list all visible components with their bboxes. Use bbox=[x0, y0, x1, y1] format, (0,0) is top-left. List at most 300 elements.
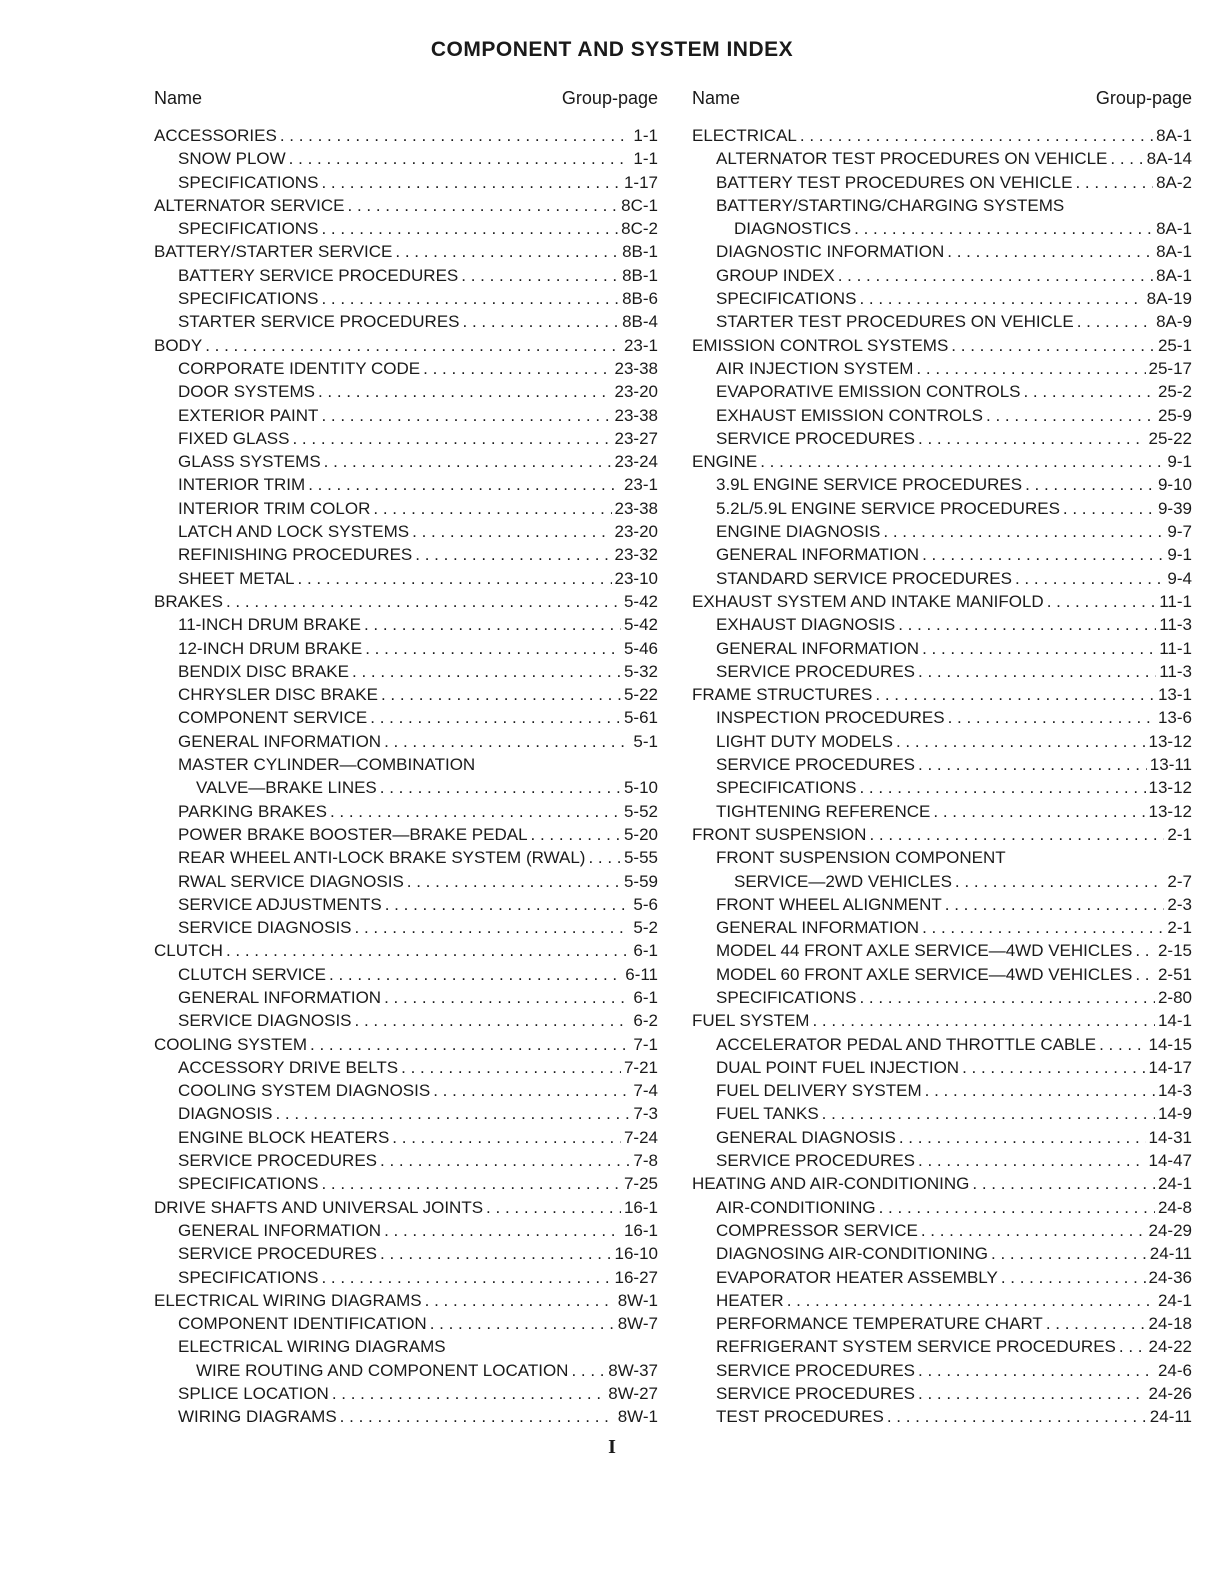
index-entry bbox=[154, 1056, 658, 1079]
index-entry-page: 7-1 bbox=[633, 1034, 658, 1054]
index-entry-name: SERVICE DIAGNOSIS bbox=[178, 1011, 352, 1031]
dot-leader bbox=[1135, 963, 1155, 986]
index-entry bbox=[692, 520, 1192, 543]
index-entry bbox=[692, 1009, 1192, 1032]
index-entry-page: 8A-1 bbox=[1156, 219, 1192, 239]
index-entry-page: 9-10 bbox=[1157, 475, 1192, 495]
dot-leader bbox=[324, 450, 612, 473]
dot-leader bbox=[947, 240, 1153, 263]
index-entry-name: 5.2L/5.9L ENGINE SERVICE PROCEDURES bbox=[716, 498, 1060, 518]
index-entry bbox=[154, 357, 658, 380]
index-entry bbox=[154, 380, 658, 403]
index-entry-name: SERVICE PROCEDURES bbox=[716, 1360, 916, 1380]
header-name-label: Name bbox=[154, 88, 203, 108]
index-entry-name: BATTERY/STARTING/CHARGING SYSTEMS bbox=[716, 195, 1065, 215]
index-entry bbox=[154, 1219, 658, 1242]
dot-leader bbox=[380, 1242, 612, 1265]
index-entry-page: 23-38 bbox=[614, 498, 658, 518]
index-entry-name: COMPRESSOR SERVICE bbox=[716, 1220, 918, 1240]
dot-leader bbox=[380, 776, 621, 799]
index-entry bbox=[692, 613, 1192, 636]
index-entry bbox=[692, 497, 1192, 520]
index-entry bbox=[154, 1009, 658, 1032]
index-entry bbox=[692, 1405, 1192, 1428]
index-entry-name: SERVICE DIAGNOSIS bbox=[178, 918, 352, 938]
dot-leader bbox=[384, 1219, 621, 1242]
dot-leader bbox=[280, 124, 631, 147]
index-entry bbox=[154, 660, 658, 683]
dot-leader bbox=[486, 1196, 621, 1219]
index-entry-name: ELECTRICAL WIRING DIAGRAMS bbox=[154, 1290, 422, 1310]
index-entry bbox=[692, 1289, 1192, 1312]
index-entry-page: 14-15 bbox=[1148, 1034, 1192, 1054]
index-entry bbox=[154, 264, 658, 287]
index-entry-page: 5-61 bbox=[623, 708, 658, 728]
dot-leader bbox=[896, 730, 1146, 753]
index-entry bbox=[692, 380, 1192, 403]
index-entry-name: FUEL DELIVERY SYSTEM bbox=[716, 1081, 922, 1101]
dot-leader bbox=[1119, 1335, 1146, 1358]
index-entry-page: 13-12 bbox=[1148, 801, 1192, 821]
index-entry bbox=[692, 310, 1192, 333]
dot-leader bbox=[289, 147, 631, 170]
dot-leader bbox=[800, 124, 1153, 147]
index-entry bbox=[692, 1242, 1192, 1265]
index-entry-page: 13-6 bbox=[1157, 708, 1192, 728]
index-entry-name: EMISSION CONTROL SYSTEMS bbox=[692, 335, 949, 355]
index-entry-page: 9-39 bbox=[1157, 498, 1192, 518]
index-entry-name: COOLING SYSTEM DIAGNOSIS bbox=[178, 1081, 431, 1101]
index-entry bbox=[154, 753, 658, 776]
index-entry-page: 5-42 bbox=[623, 615, 658, 635]
index-entry-page: 11-1 bbox=[1159, 638, 1192, 658]
index-entry-name: GENERAL INFORMATION bbox=[716, 918, 920, 938]
dot-leader bbox=[948, 706, 1155, 729]
index-entry-name: ALTERNATOR TEST PROCEDURES ON VEHICLE bbox=[716, 149, 1108, 169]
dot-leader bbox=[205, 334, 621, 357]
index-entry-page: 14-3 bbox=[1157, 1081, 1192, 1101]
index-entry-page: 11-1 bbox=[1159, 591, 1192, 611]
index-entry bbox=[154, 1405, 658, 1428]
index-entry-page: 5-6 bbox=[633, 894, 658, 914]
index-entry bbox=[692, 543, 1192, 566]
index-entry-name: POWER BRAKE BOOSTER—BRAKE PEDAL bbox=[178, 824, 528, 844]
column-header bbox=[154, 86, 658, 116]
index-entry-page: 8A-14 bbox=[1146, 149, 1192, 169]
dot-leader bbox=[226, 939, 630, 962]
index-entry bbox=[154, 520, 658, 543]
index-entry bbox=[692, 1172, 1192, 1195]
index-entry-page: 24-22 bbox=[1148, 1337, 1192, 1357]
index-entry-page: 5-22 bbox=[623, 685, 658, 705]
index-entry-name: FRONT SUSPENSION COMPONENT bbox=[716, 848, 1006, 868]
index-list-left bbox=[154, 124, 658, 1429]
index-entry-page: 14-31 bbox=[1148, 1127, 1192, 1147]
dot-leader bbox=[412, 520, 611, 543]
index-entry-name: BATTERY TEST PROCEDURES ON VEHICLE bbox=[716, 172, 1073, 192]
index-entry-page: 23-38 bbox=[614, 358, 658, 378]
index-entry-name: ENGINE bbox=[692, 452, 758, 472]
index-entry-name: PARKING BRAKES bbox=[178, 801, 327, 821]
index-entry-page: 16-1 bbox=[623, 1220, 658, 1240]
index-entry-page: 14-1 bbox=[1157, 1011, 1192, 1031]
dot-leader bbox=[588, 846, 621, 869]
index-entry-name: DIAGNOSING AIR-CONDITIONING bbox=[716, 1244, 989, 1264]
index-entry bbox=[154, 986, 658, 1009]
index-entry-name: REFRIGERANT SYSTEM SERVICE PROCEDURES bbox=[716, 1337, 1116, 1357]
index-entry bbox=[692, 240, 1192, 263]
index-entry-name: GENERAL INFORMATION bbox=[178, 731, 382, 751]
index-entry bbox=[154, 613, 658, 636]
index-entry-name: DIAGNOSTICS bbox=[734, 219, 852, 239]
dot-leader bbox=[321, 287, 619, 310]
index-entry bbox=[692, 567, 1192, 590]
index-entry-page: 5-2 bbox=[633, 918, 658, 938]
index-entry-page: 7-21 bbox=[623, 1057, 658, 1077]
index-entry bbox=[154, 1149, 658, 1172]
dot-leader bbox=[321, 217, 618, 240]
index-entry-name: STARTER SERVICE PROCEDURES bbox=[178, 312, 460, 332]
dot-leader bbox=[1015, 567, 1164, 590]
index-entry bbox=[154, 1126, 658, 1149]
index-entry-page: 8A-1 bbox=[1156, 265, 1192, 285]
dot-leader bbox=[352, 660, 621, 683]
dot-leader bbox=[918, 753, 1147, 776]
index-entry-page: 25-22 bbox=[1148, 428, 1192, 448]
index-entry bbox=[692, 287, 1192, 310]
dot-leader bbox=[925, 1079, 1155, 1102]
index-entry bbox=[692, 1219, 1192, 1242]
index-entry bbox=[154, 287, 658, 310]
dot-leader bbox=[340, 1405, 615, 1428]
index-entry-page: 8C-2 bbox=[621, 219, 658, 239]
index-entry-name: SERVICE PROCEDURES bbox=[178, 1151, 378, 1171]
dot-leader bbox=[918, 1149, 1146, 1172]
index-entry bbox=[154, 124, 658, 147]
index-entry-name: EVAPORATIVE EMISSION CONTROLS bbox=[716, 382, 1021, 402]
page-number: I bbox=[608, 1436, 616, 1458]
dot-leader bbox=[275, 1102, 630, 1125]
index-entry-page: 23-38 bbox=[614, 405, 658, 425]
index-entry bbox=[692, 1033, 1192, 1056]
index-entry bbox=[154, 1033, 658, 1056]
dot-leader bbox=[348, 194, 619, 217]
dot-leader bbox=[392, 1126, 621, 1149]
index-entry-page: 24-11 bbox=[1149, 1407, 1192, 1427]
index-entry bbox=[692, 730, 1192, 753]
index-entry-name: CLUTCH bbox=[154, 941, 223, 961]
dot-leader bbox=[883, 520, 1164, 543]
index-entry-name: SPECIFICATIONS bbox=[178, 289, 319, 309]
index-entry-page: 11-3 bbox=[1159, 661, 1192, 681]
index-entry-page: 14-9 bbox=[1157, 1104, 1192, 1124]
index-entry-name: EXHAUST EMISSION CONTROLS bbox=[716, 405, 984, 425]
dot-leader bbox=[1023, 380, 1154, 403]
dot-leader bbox=[986, 404, 1155, 427]
index-entry-page: 7-25 bbox=[623, 1174, 658, 1194]
index-entry-name: SPECIFICATIONS bbox=[178, 172, 319, 192]
dot-leader bbox=[310, 1033, 630, 1056]
dot-leader bbox=[1075, 171, 1153, 194]
index-entry-name: SPECIFICATIONS bbox=[716, 987, 857, 1007]
dot-leader bbox=[384, 986, 630, 1009]
index-entry-name: ENGINE DIAGNOSIS bbox=[716, 522, 881, 542]
index-entry-page: 23-10 bbox=[614, 568, 658, 588]
index-entry bbox=[154, 1359, 658, 1382]
index-entry bbox=[692, 147, 1192, 170]
index-entry-page: 16-10 bbox=[614, 1244, 658, 1264]
index-entry bbox=[692, 1312, 1192, 1335]
dot-leader bbox=[571, 1359, 605, 1382]
dot-leader bbox=[869, 823, 1164, 846]
index-entry-name: EXHAUST SYSTEM AND INTAKE MANIFOLD bbox=[692, 591, 1044, 611]
index-entry-page: 2-15 bbox=[1157, 941, 1192, 961]
dot-leader bbox=[321, 1266, 611, 1289]
index-entry-name: FRAME STRUCTURES bbox=[692, 685, 873, 705]
dot-leader bbox=[1001, 1266, 1146, 1289]
index-entry-name: ACCESSORY DRIVE BELTS bbox=[178, 1057, 399, 1077]
index-entry-name: SERVICE ADJUSTMENTS bbox=[178, 894, 382, 914]
index-entry-name: FUEL SYSTEM bbox=[692, 1011, 810, 1031]
index-entry bbox=[692, 1079, 1192, 1102]
index-entry-name: RWAL SERVICE DIAGNOSIS bbox=[178, 871, 404, 891]
index-entry bbox=[154, 334, 658, 357]
index-entry-name: 11-INCH DRUM BRAKE bbox=[178, 615, 361, 635]
dot-leader bbox=[425, 1289, 615, 1312]
dot-leader bbox=[329, 963, 622, 986]
index-entry-name: LATCH AND LOCK SYSTEMS bbox=[178, 522, 410, 542]
index-entry bbox=[154, 404, 658, 427]
index-entry-name: HEATING AND AIR-CONDITIONING bbox=[692, 1174, 970, 1194]
dot-leader bbox=[318, 380, 612, 403]
dot-leader bbox=[887, 1405, 1147, 1428]
index-entry-name: SERVICE PROCEDURES bbox=[716, 755, 916, 775]
index-entry bbox=[692, 800, 1192, 823]
index-entry bbox=[154, 310, 658, 333]
index-entry bbox=[154, 963, 658, 986]
index-entry-name: CORPORATE IDENTITY CODE bbox=[178, 358, 421, 378]
dot-leader bbox=[962, 1056, 1145, 1079]
index-entry-name: REAR WHEEL ANTI-LOCK BRAKE SYSTEM (RWAL) bbox=[178, 848, 586, 868]
index-entry-page: 5-59 bbox=[623, 871, 658, 891]
index-entry-page: 6-2 bbox=[633, 1011, 658, 1031]
dot-leader bbox=[854, 217, 1153, 240]
dot-leader bbox=[380, 1149, 630, 1172]
index-entry-page: 16-27 bbox=[614, 1267, 658, 1287]
index-entry bbox=[154, 1312, 658, 1335]
index-entry-name: ELECTRICAL WIRING DIAGRAMS bbox=[178, 1337, 446, 1357]
index-entry bbox=[154, 916, 658, 939]
index-entry-page: 6-1 bbox=[633, 941, 658, 961]
dot-leader bbox=[859, 287, 1143, 310]
dot-leader bbox=[922, 916, 1164, 939]
index-entry-page: 25-9 bbox=[1157, 405, 1192, 425]
index-entry-page: 5-52 bbox=[623, 801, 658, 821]
index-entry bbox=[692, 217, 1192, 240]
index-entry-name: MASTER CYLINDER—COMBINATION bbox=[178, 755, 476, 775]
index-entry-name: DIAGNOSIS bbox=[178, 1104, 273, 1124]
dot-leader bbox=[298, 567, 612, 590]
dot-leader bbox=[1077, 310, 1153, 333]
index-entry bbox=[154, 450, 658, 473]
dot-leader bbox=[430, 1312, 615, 1335]
dot-leader bbox=[321, 404, 611, 427]
index-entry-name: ELECTRICAL bbox=[692, 126, 797, 145]
index-list-right bbox=[692, 124, 1192, 1429]
index-entry bbox=[692, 1196, 1192, 1219]
index-entry-name: STARTER TEST PROCEDURES ON VEHICLE bbox=[716, 312, 1074, 332]
index-entry-page: 5-10 bbox=[623, 778, 658, 798]
dot-leader bbox=[355, 1009, 631, 1032]
index-entry-page: 8A-1 bbox=[1156, 242, 1192, 262]
index-entry-name: HEATER bbox=[716, 1290, 784, 1310]
index-entry-page: 5-1 bbox=[633, 731, 658, 751]
index-entry-name: GENERAL INFORMATION bbox=[178, 1220, 382, 1240]
dot-leader bbox=[332, 1382, 605, 1405]
index-entry-page: 24-6 bbox=[1157, 1360, 1192, 1380]
index-entry bbox=[154, 800, 658, 823]
dot-leader bbox=[370, 706, 621, 729]
index-entry-name: 3.9L ENGINE SERVICE PROCEDURES bbox=[716, 475, 1023, 495]
index-entry-page: 6-11 bbox=[625, 964, 658, 984]
index-entry bbox=[692, 194, 1192, 217]
index-entry bbox=[692, 1335, 1192, 1358]
index-entry-name: CHRYSLER DISC BRAKE bbox=[178, 685, 378, 705]
index-entry bbox=[154, 730, 658, 753]
dot-leader bbox=[355, 916, 631, 939]
index-entry-page: 8A-19 bbox=[1146, 289, 1192, 309]
index-entry-page: 8W-1 bbox=[617, 1407, 658, 1427]
index-entry-name: EXTERIOR PAINT bbox=[178, 405, 319, 425]
index-entry-page: 8B-1 bbox=[622, 242, 658, 262]
dot-leader bbox=[415, 543, 611, 566]
index-entry bbox=[692, 660, 1192, 683]
index-entry-name: GENERAL INFORMATION bbox=[178, 987, 382, 1007]
index-entry-page: 24-1 bbox=[1157, 1290, 1192, 1310]
index-entry bbox=[154, 637, 658, 660]
dot-leader bbox=[991, 1242, 1147, 1265]
index-entry bbox=[692, 1102, 1192, 1125]
dot-leader bbox=[433, 1079, 630, 1102]
index-entry-page: 23-27 bbox=[614, 428, 658, 448]
dot-leader bbox=[922, 637, 1156, 660]
dot-leader bbox=[945, 893, 1165, 916]
index-entry-page: 6-1 bbox=[633, 987, 658, 1007]
index-entry-name: SERVICE PROCEDURES bbox=[716, 1151, 916, 1171]
index-entry-name: ENGINE BLOCK HEATERS bbox=[178, 1127, 390, 1147]
index-entry-page: 5-55 bbox=[623, 848, 658, 868]
page-title: COMPONENT AND SYSTEM INDEX bbox=[430, 38, 794, 61]
index-entry bbox=[692, 1149, 1192, 1172]
index-column-right bbox=[692, 86, 1192, 1429]
index-entry-name: BENDIX DISC BRAKE bbox=[178, 661, 349, 681]
index-entry bbox=[154, 893, 658, 916]
index-entry-name: WIRE ROUTING AND COMPONENT LOCATION bbox=[196, 1360, 569, 1380]
index-entry-name: VALVE—BRAKE LINES bbox=[196, 778, 377, 798]
index-entry-name: GENERAL DIAGNOSIS bbox=[716, 1127, 896, 1147]
index-entry-page: 24-26 bbox=[1148, 1384, 1192, 1404]
index-entry bbox=[692, 916, 1192, 939]
index-entry-page: 8B-6 bbox=[622, 289, 658, 309]
index-entry-page: 8C-1 bbox=[621, 195, 658, 215]
index-entry-name: DUAL POINT FUEL INJECTION bbox=[716, 1057, 960, 1077]
dot-leader bbox=[226, 590, 621, 613]
index-entry-name: 12-INCH DRUM BRAKE bbox=[178, 638, 363, 658]
index-entry bbox=[692, 893, 1192, 916]
dot-leader bbox=[401, 1056, 621, 1079]
dot-leader bbox=[330, 800, 621, 823]
index-entry-page: 23-32 bbox=[614, 545, 658, 565]
index-entry bbox=[692, 963, 1192, 986]
index-entry-name: CLUTCH SERVICE bbox=[178, 964, 326, 984]
index-entry bbox=[692, 986, 1192, 1009]
index-entry-page: 13-12 bbox=[1148, 731, 1192, 751]
dot-leader bbox=[898, 613, 1156, 636]
index-entry-name: REFINISHING PROCEDURES bbox=[178, 545, 413, 565]
dot-leader bbox=[933, 800, 1145, 823]
index-entry-page: 5-46 bbox=[623, 638, 658, 658]
index-entry-name: ALTERNATOR SERVICE bbox=[154, 195, 345, 215]
index-entry-page: 8A-2 bbox=[1156, 172, 1192, 192]
index-entry-page: 2-7 bbox=[1167, 871, 1192, 891]
index-entry-name: EVAPORATOR HEATER ASSEMBLY bbox=[716, 1267, 998, 1287]
index-entry-page: 9-7 bbox=[1167, 522, 1192, 542]
dot-leader bbox=[918, 1382, 1146, 1405]
index-entry-page: 2-3 bbox=[1167, 894, 1192, 914]
index-entry bbox=[154, 1289, 658, 1312]
index-entry-name: STANDARD SERVICE PROCEDURES bbox=[716, 568, 1012, 588]
index-entry bbox=[154, 776, 658, 799]
index-entry-page: 25-2 bbox=[1157, 382, 1192, 402]
dot-leader bbox=[395, 240, 619, 263]
dot-leader bbox=[922, 543, 1164, 566]
index-entry-name: AIR INJECTION SYSTEM bbox=[716, 358, 914, 378]
index-entry-name: SHEET METAL bbox=[178, 568, 295, 588]
index-entry bbox=[154, 1196, 658, 1219]
index-entry bbox=[692, 590, 1192, 613]
index-entry-page: 14-17 bbox=[1148, 1057, 1192, 1077]
index-entry-name: GROUP INDEX bbox=[716, 265, 835, 285]
index-entry-name: MODEL 44 FRONT AXLE SERVICE—4WD VEHICLES bbox=[716, 941, 1133, 961]
index-entry-name: PERFORMANCE TEMPERATURE CHART bbox=[716, 1314, 1043, 1334]
index-entry-page: 2-1 bbox=[1167, 918, 1192, 938]
index-entry bbox=[154, 590, 658, 613]
dot-leader bbox=[531, 823, 621, 846]
index-entry bbox=[692, 334, 1192, 357]
index-entry-page: 8W-37 bbox=[608, 1360, 658, 1380]
dot-leader bbox=[461, 264, 619, 287]
index-entry bbox=[692, 753, 1192, 776]
index-entry-page: 25-17 bbox=[1148, 358, 1192, 378]
dot-leader bbox=[859, 776, 1145, 799]
index-entry-page: 16-1 bbox=[623, 1197, 658, 1217]
index-entry-name: SERVICE PROCEDURES bbox=[716, 661, 916, 681]
index-entry-name: BATTERY SERVICE PROCEDURES bbox=[178, 265, 459, 285]
index-entry-name: MODEL 60 FRONT AXLE SERVICE—4WD VEHICLES bbox=[716, 964, 1133, 984]
index-entry bbox=[692, 846, 1192, 869]
dot-leader bbox=[1046, 1312, 1146, 1335]
index-entry bbox=[154, 1102, 658, 1125]
index-entry bbox=[692, 823, 1192, 846]
index-entry-page: 5-42 bbox=[623, 591, 658, 611]
index-entry-page: 9-1 bbox=[1167, 452, 1192, 472]
index-entry-page: 8W-27 bbox=[608, 1384, 658, 1404]
index-entry-name: ACCESSORIES bbox=[154, 126, 277, 145]
index-entry-page: 24-11 bbox=[1149, 1244, 1192, 1264]
dot-leader bbox=[381, 683, 621, 706]
index-entry-page: 7-24 bbox=[623, 1127, 658, 1147]
index-entry-page: 7-4 bbox=[633, 1081, 658, 1101]
